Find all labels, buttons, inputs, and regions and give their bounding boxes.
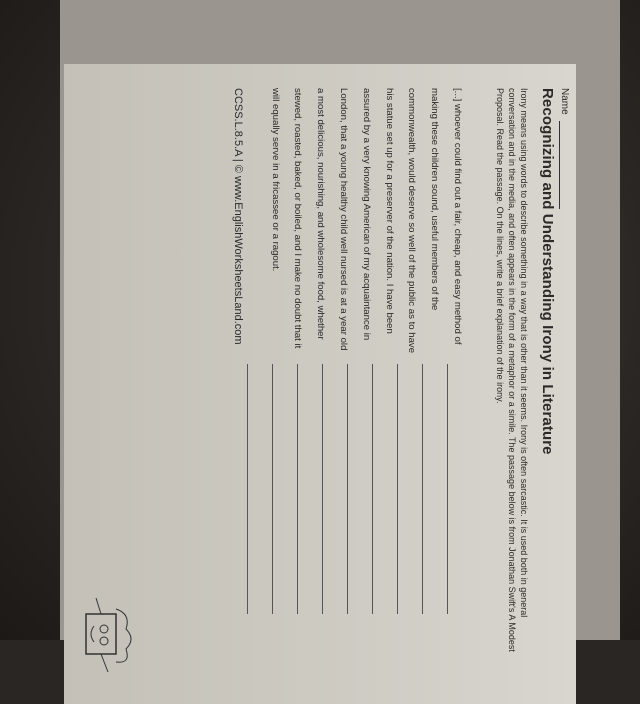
name-label: Name — [559, 88, 570, 115]
answer-lines — [247, 364, 472, 614]
worksheet-page — [64, 64, 576, 704]
answer-line[interactable] — [397, 364, 422, 614]
cartoon-mascot-icon — [76, 584, 136, 684]
answer-line[interactable] — [422, 364, 447, 614]
intro-paragraph: Irony means using words to describe something in a way that is other than it seems. Irony is often sarcastic. It is used both in general conversation and in the media, and often appears in the form of a metaphor or a simile. The passage below is from Jonathan Swift's A Modest Proposal. Read the passage. On the lines, write a brief explanation of the irony. — [495, 88, 529, 652]
name-row — [559, 88, 570, 209]
swift-passage: [...] whoever could find out a fair, cheap, and easy method of making these children sound, useful members of the commonwealth, would deserve so well of the public as to have his statue set up for a preserver of the nation. I have been assured by a very knowing American of my acquaintance in London, that a young healthy child well nursed is at a year old a most delicious, nourishing, and wholesome food, whether stewed, roasted, baked, or boiled, and I make no doubt that it will equally serve in a fricassee or a ragout. — [269, 88, 463, 354]
answer-line[interactable] — [247, 364, 272, 614]
footer-credit: CCSS.L.8.5.A | © www.EnglishWorksheetsLand.com — [232, 88, 244, 345]
name-line[interactable] — [559, 121, 560, 209]
worksheet-title: Recognizing and Understanding Irony in Literature — [539, 88, 556, 455]
answer-line[interactable] — [322, 364, 347, 614]
answer-line[interactable] — [297, 364, 322, 614]
answer-line[interactable] — [447, 364, 472, 614]
answer-line[interactable] — [347, 364, 372, 614]
answer-line[interactable] — [272, 364, 297, 614]
answer-line[interactable] — [372, 364, 397, 614]
